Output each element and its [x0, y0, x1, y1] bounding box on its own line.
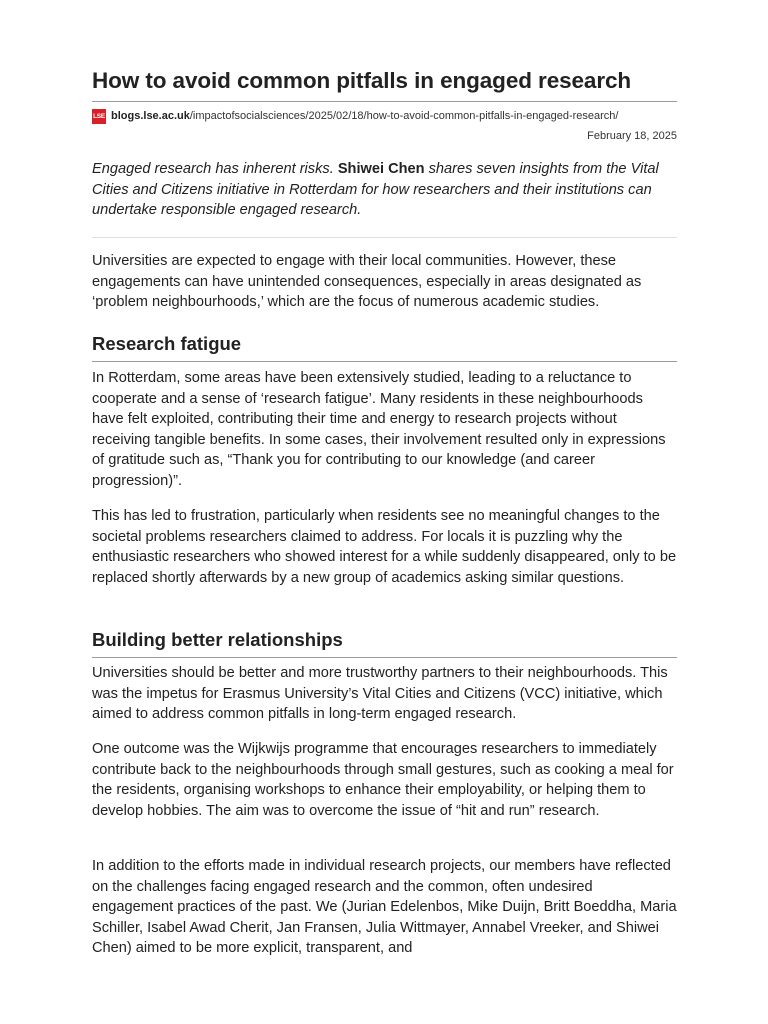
- source-domain: blogs.lse.ac.uk: [111, 110, 190, 122]
- article-lede: [92, 159, 677, 221]
- lede-text-before: Engaged research has inherent risks.: [92, 161, 338, 177]
- lse-logo-icon: LSE: [92, 109, 106, 124]
- publish-date: February 18, 2025: [587, 130, 677, 142]
- section-heading-building-better-relationships: Building better relationships: [92, 629, 343, 650]
- source-line: [92, 107, 677, 125]
- body-paragraph: In Rotterdam, some areas have been extensively studied, leading to a reluctance to cooperate and a sense of ‘research fatigue’. Many residents in these neighbourhoods have felt exploited, contributing their time and energy to research projects without receiving tangible benefits. In some cases, their involvement resulted only in expressions of gratitude such as, “Thank you for contributing to our knowledge (and career progression)”.: [92, 370, 666, 489]
- body-paragraph: This has led to frustration, particularly when residents see no meaningful changes to the societal problems researchers claimed to address. For locals it is puzzling why the enthusiastic researchers who showed interest for a while suddenly disappeared, only to be replaced shortly afterwards by a new group of academics asking similar questions.: [92, 508, 677, 586]
- intro-paragraph: Universities are expected to engage with their local communities. However, these engagements can have unintended consequences, especially in areas designated as ‘problem neighbourhoods,’ which are the focus of numerous academic studies.: [92, 253, 642, 311]
- body-paragraph: In addition to the efforts made in individual research projects, our members have reflected on the challenges facing engaged research and the common, often undesired engagement practices of the past. We (Jurian Edelenbos, Mike Duijn, Britt Boeddha, Maria Schiller, Isabel Awad Cherit, Jan Fransen, Julia Wittmayer, Annabel Vreeker, and Shiwei Chen) aimed to be more explicit, transparent, and: [92, 858, 677, 957]
- source-link[interactable]: [111, 110, 618, 122]
- section-divider: [92, 657, 677, 658]
- article-title: How to avoid common pitfalls in engaged research: [92, 68, 632, 93]
- body-paragraph: One outcome was the Wijkwijs programme that encourages researchers to immediately contribute back to the neighbourhoods through small gestures, such as cooking a meal for the residents, organising workshops to enhance their employability, or helping them to develop hobbies. The aim was to overcome the issue of “hit and run” research.: [92, 741, 674, 819]
- lede-text-after: shares seven insights from the Vital Cities and Citizens initiative in Rotterdam for how researchers and their institutions can undertake responsible engaged research.: [92, 161, 659, 219]
- body-paragraph: Universities should be better and more trustworthy partners to their neighbourhoods. This was the impetus for Erasmus University’s Vital Cities and Citizens (VCC) initiative, which aimed to address common pitfalls in long-term engaged research.: [92, 665, 668, 723]
- lede-divider: [92, 237, 677, 238]
- source-path: /impactofsocialsciences/2025/02/18/how-to-avoid-common-pitfalls-in-engaged-research/: [189, 110, 619, 122]
- lede-author[interactable]: Shiwei Chen: [337, 161, 425, 177]
- section-divider: [92, 361, 677, 362]
- title-divider: [92, 101, 677, 102]
- section-heading-research-fatigue: Research fatigue: [92, 333, 242, 354]
